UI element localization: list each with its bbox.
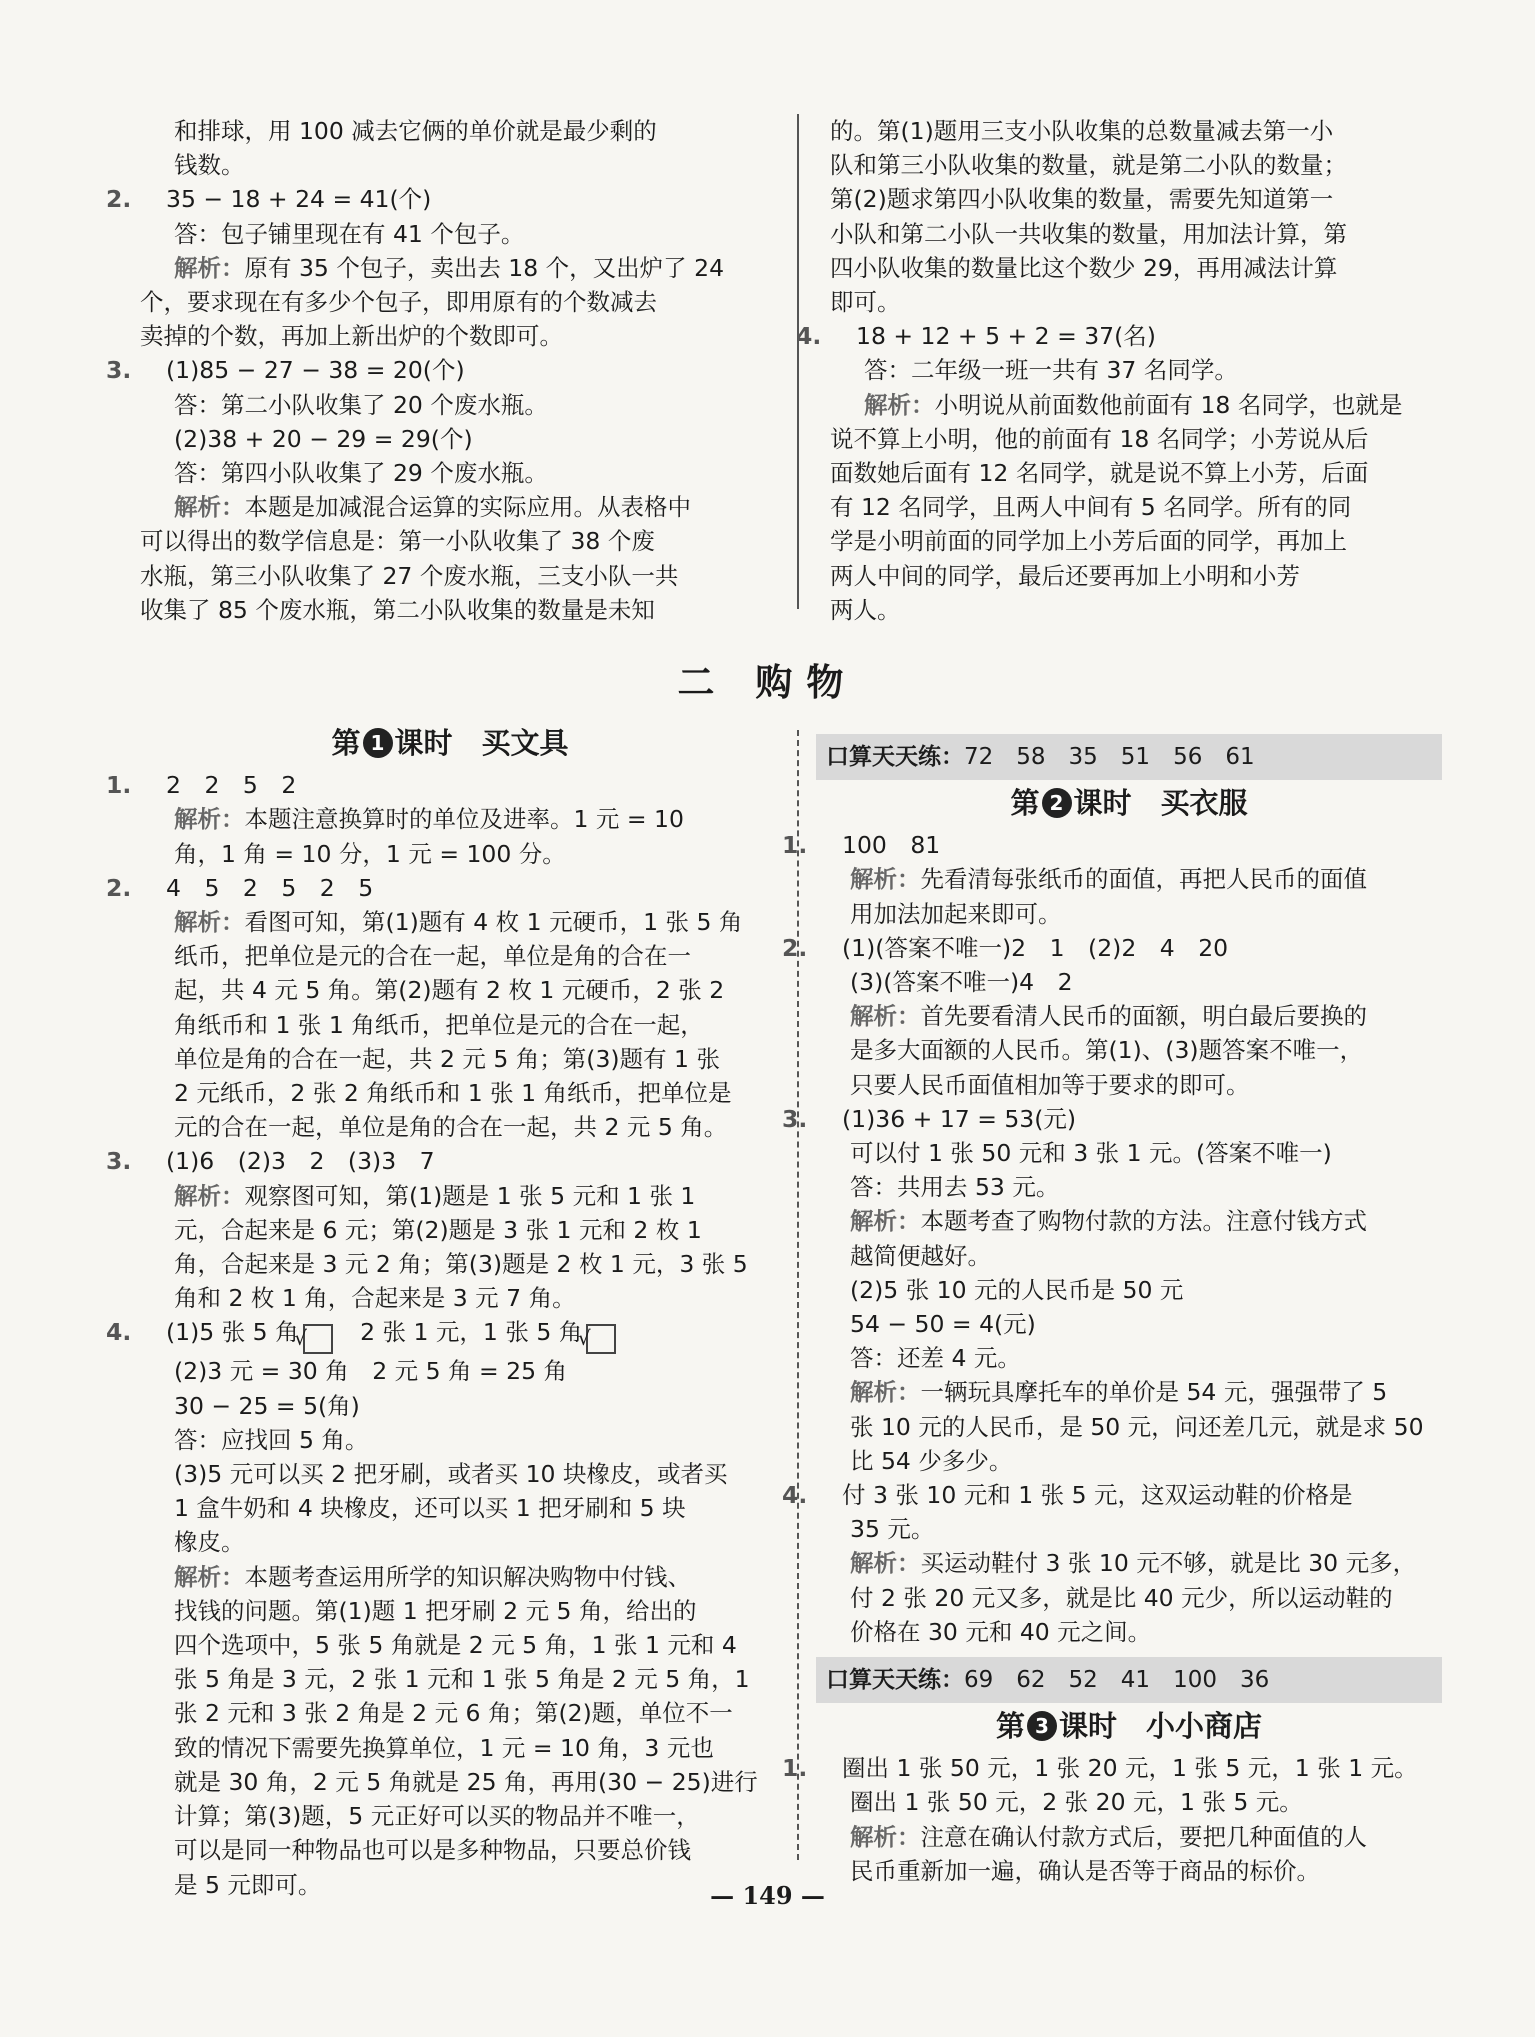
question-number: 4. bbox=[782, 1481, 808, 1510]
line-text: 圈出 1 张 50 元，2 张 20 元，1 张 5 元。 bbox=[850, 1788, 1303, 1817]
analysis-label: 解析： bbox=[864, 390, 935, 419]
text-line bbox=[830, 593, 1442, 627]
text-line bbox=[816, 1820, 1442, 1854]
question-number: 1. bbox=[782, 1754, 808, 1783]
line-text: 纸币，把单位是元的合在一起，单位是角的合在一 bbox=[174, 942, 691, 971]
question-number: 2. bbox=[782, 933, 808, 962]
text-line bbox=[140, 1525, 770, 1559]
line-text: 答：二年级一班一共有 37 名同学。 bbox=[864, 356, 1238, 385]
line-text: (2)38 + 20 − 29 = 29(个) bbox=[174, 424, 473, 453]
text-line bbox=[140, 593, 765, 627]
text-line bbox=[106, 353, 765, 387]
text-line bbox=[140, 1594, 770, 1628]
analysis-label: 解析： bbox=[174, 1562, 245, 1591]
question-number: 4. bbox=[796, 322, 822, 351]
text-line bbox=[140, 1008, 770, 1042]
analysis-label: 解析： bbox=[174, 253, 245, 282]
question-number: 3. bbox=[106, 356, 132, 385]
text-line bbox=[796, 319, 1442, 353]
question-number: 1. bbox=[782, 831, 808, 860]
text-line bbox=[830, 251, 1442, 285]
bottom-column-divider bbox=[797, 730, 799, 1860]
analysis-label: 解析： bbox=[174, 1181, 245, 1210]
line-text: 答：应找回 5 角。 bbox=[174, 1425, 369, 1454]
text-line bbox=[140, 319, 765, 353]
text-line bbox=[140, 1833, 770, 1867]
line-text: 答：包子铺里现在有 41 个包子。 bbox=[174, 219, 525, 248]
text-line bbox=[816, 1307, 1442, 1341]
text-line bbox=[816, 1615, 1442, 1649]
text-line bbox=[816, 1136, 1442, 1170]
line-text: 两人中间的同学，最后还要再加上小明和小芳 bbox=[830, 561, 1300, 590]
line-text: 四个选项中，5 张 5 角就是 2 元 5 角，1 张 1 元和 4 bbox=[174, 1631, 737, 1660]
text-line bbox=[816, 1341, 1442, 1375]
text-line bbox=[816, 1375, 1442, 1409]
line-text: 个，要求现在有多少个包子，即用原有的个数减去 bbox=[140, 288, 657, 317]
line-text: 致的情况下需要先换算单位，1 元 = 10 角，3 元也 bbox=[174, 1733, 714, 1762]
text-line bbox=[830, 182, 1442, 216]
text-line bbox=[140, 1042, 770, 1076]
text-line bbox=[140, 1560, 770, 1594]
line-text: 两人。 bbox=[830, 595, 901, 624]
unit-title: 二 购物 bbox=[677, 660, 858, 704]
text-line bbox=[830, 388, 1442, 422]
line-text: 比 54 少多少。 bbox=[850, 1446, 1013, 1475]
text-line bbox=[140, 490, 765, 524]
text-line bbox=[140, 251, 765, 285]
line-text: 可以是同一种物品也可以是多种物品，只要总价钱 bbox=[174, 1836, 691, 1865]
line-text: 30 − 25 = 5(角) bbox=[174, 1391, 360, 1420]
line-text: 付 2 张 20 元又多，就是比 40 元少，所以运动鞋的 bbox=[850, 1583, 1393, 1612]
line-text: 找钱的问题。第(1)题 1 把牙刷 2 元 5 角，给出的 bbox=[174, 1596, 697, 1625]
text-line bbox=[782, 1102, 1442, 1136]
text-line bbox=[140, 1247, 770, 1281]
text-line bbox=[830, 456, 1442, 490]
text-line bbox=[782, 1751, 1442, 1785]
line-text: 用加法加起来即可。 bbox=[850, 899, 1062, 928]
line-text: 付 3 张 10 元和 1 张 5 元，这双运动鞋的价格是 bbox=[842, 1481, 1353, 1510]
line-text: 收集了 85 个废水瓶，第二小队收集的数量是未知 bbox=[140, 595, 655, 624]
line-text: 第(2)题求第四小队收集的数量，需要先知道第一 bbox=[830, 185, 1334, 214]
line-text: (1)36 + 17 = 53(元) bbox=[842, 1104, 1077, 1133]
text-line bbox=[140, 1354, 770, 1388]
line-text: 一辆玩具摩托车的单价是 54 元，强强带了 5 bbox=[920, 1378, 1388, 1407]
text-line bbox=[816, 1170, 1442, 1204]
line-text: (2)5 张 10 元的人民币是 50 元 bbox=[850, 1275, 1184, 1304]
line-text: 2 元纸币，2 张 2 角纸币和 1 张 1 角纸币，把单位是 bbox=[174, 1079, 732, 1108]
text-line bbox=[816, 1204, 1442, 1238]
text-line bbox=[830, 353, 1442, 387]
line-text: 民币重新加一遍，确认是否等于商品的标价。 bbox=[850, 1856, 1320, 1885]
analysis-label: 解析： bbox=[174, 805, 245, 834]
text-line bbox=[816, 862, 1442, 896]
lesson-2-title: 第 2 课时 买衣服 bbox=[1010, 786, 1248, 820]
text-line bbox=[140, 524, 765, 558]
text-line bbox=[816, 1581, 1442, 1615]
text-line bbox=[816, 1033, 1442, 1067]
text-line bbox=[140, 1628, 770, 1662]
line-text: 35 元。 bbox=[850, 1515, 935, 1544]
text-line bbox=[140, 1662, 770, 1696]
text-line bbox=[140, 217, 765, 251]
line-text: 54 − 50 = 4(元) bbox=[850, 1310, 1036, 1339]
line-text: 答：第四小队收集了 29 个废水瓶。 bbox=[174, 459, 548, 488]
text-line bbox=[140, 905, 770, 939]
text-line bbox=[140, 1799, 770, 1833]
text-line bbox=[816, 1512, 1442, 1546]
analysis-label: 解析： bbox=[850, 1549, 921, 1578]
text-line bbox=[140, 1179, 770, 1213]
line-text: 本题是加减混合运算的实际应用。从表格中 bbox=[244, 493, 691, 522]
text-line bbox=[106, 871, 770, 905]
text-line bbox=[816, 1444, 1442, 1478]
line-text: 圈出 1 张 50 元，1 张 20 元，1 张 5 元，1 张 1 元。 bbox=[842, 1754, 1418, 1783]
line-text: 是 5 元即可。 bbox=[174, 1870, 322, 1899]
lesson-1-title: 第 1 课时 买文具 bbox=[331, 726, 569, 760]
line-text: 面数她后面有 12 名同学，就是说不算上小芳，后面 bbox=[830, 459, 1369, 488]
text-line bbox=[782, 828, 1442, 862]
page-number: — 149 — bbox=[710, 1881, 825, 1910]
line-text: 张 2 元和 3 张 2 角是 2 元 6 角；第(2)题，单位不一 bbox=[174, 1699, 733, 1728]
question-number: 3. bbox=[782, 1104, 808, 1133]
line-text: 小队和第二小队一共收集的数量，用加法计算，第 bbox=[830, 219, 1347, 248]
question-4-line: 4. (1)5 张 5 角√ 2 张 1 元，1 张 5 角√ bbox=[130, 1315, 770, 1354]
line-text: 计算；第(3)题，5 元正好可以买的物品并不唯一， bbox=[174, 1802, 700, 1831]
line-text: 元，合起来是 6 元；第(2)题是 3 张 1 元和 2 枚 1 bbox=[174, 1215, 702, 1244]
line-text: 18 + 12 + 5 + 2 = 37(名) bbox=[856, 322, 1156, 351]
line-text: 买运动鞋付 3 张 10 元不够，就是比 30 元多， bbox=[920, 1549, 1417, 1578]
text-line bbox=[140, 114, 765, 148]
text-line bbox=[830, 490, 1442, 524]
text-line bbox=[816, 897, 1442, 931]
text-line bbox=[830, 285, 1442, 319]
mental-math-band-1: 口算天天练：72 58 35 51 56 61 bbox=[816, 734, 1442, 780]
line-text: (1)85 − 27 − 38 = 20(个) bbox=[166, 356, 465, 385]
line-text: 单位是角的合在一起，共 2 元 5 角；第(3)题有 1 张 bbox=[174, 1044, 720, 1073]
text-line bbox=[140, 1389, 770, 1423]
check-box: √ bbox=[303, 1324, 333, 1354]
check-box: √ bbox=[586, 1324, 616, 1354]
line-text: (1)6 (2)3 2 (3)3 7 bbox=[166, 1147, 435, 1176]
line-text: 价格在 30 元和 40 元之间。 bbox=[850, 1617, 1152, 1646]
line-text: 张 5 角是 3 元，2 张 1 元和 1 张 5 角是 2 元 5 角，1 bbox=[174, 1665, 750, 1694]
line-text: 只要人民币面值相加等于要求的即可。 bbox=[850, 1070, 1250, 1099]
text-line bbox=[830, 114, 1442, 148]
line-text: 越简便越好。 bbox=[850, 1241, 991, 1270]
line-text: (3)(答案不唯一)4 2 bbox=[850, 968, 1073, 997]
top-column-divider bbox=[797, 114, 799, 609]
text-line bbox=[140, 285, 765, 319]
line-text: 队和第三小队收集的数量，就是第二小队的数量； bbox=[830, 151, 1347, 180]
analysis-label: 解析： bbox=[850, 1378, 921, 1407]
line-text: 起，共 4 元 5 角。第(2)题有 2 枚 1 元硬币，2 张 2 bbox=[174, 976, 725, 1005]
line-text: 小明说从前面数他前面有 18 名同学，也就是 bbox=[934, 390, 1403, 419]
text-line bbox=[140, 388, 765, 422]
text-line bbox=[782, 931, 1442, 965]
text-line bbox=[816, 1785, 1442, 1819]
analysis-label: 解析： bbox=[174, 493, 245, 522]
line-text: 答：还差 4 元。 bbox=[850, 1344, 1021, 1373]
line-text: 首先要看清人民币的面额，明白最后要换的 bbox=[920, 1002, 1367, 1031]
line-text: 元的合在一起，单位是角的合在一起，共 2 元 5 角。 bbox=[174, 1113, 728, 1142]
text-line bbox=[140, 1457, 770, 1491]
line-text: 100 81 bbox=[842, 831, 941, 860]
line-text: 注意在确认付款方式后，要把几种面值的人 bbox=[920, 1822, 1367, 1851]
line-text: 本题注意换算时的单位及进率。1 元 = 10 bbox=[244, 805, 684, 834]
line-text: 看图可知，第(1)题有 4 枚 1 元硬币，1 张 5 角 bbox=[244, 908, 743, 937]
left-bottom-column bbox=[106, 720, 770, 1902]
text-line bbox=[140, 837, 770, 871]
text-line bbox=[140, 148, 765, 182]
text-line bbox=[816, 1068, 1442, 1102]
line-text: 和排球，用 100 减去它俩的单价就是最少剩的 bbox=[174, 117, 657, 145]
line-text: 1 盒牛奶和 4 块橡皮，还可以买 1 把牙刷和 5 块 bbox=[174, 1494, 686, 1523]
text-line bbox=[830, 422, 1442, 456]
line-text: 先看清每张纸币的面值，再把人民币的面值 bbox=[920, 865, 1367, 894]
right-top-column bbox=[796, 114, 1442, 627]
text-line bbox=[140, 1491, 770, 1525]
line-text: 说不算上小明，他的前面有 18 名同学；小芳说从后 bbox=[830, 424, 1369, 453]
question-number: 3. bbox=[106, 1147, 132, 1176]
text-line bbox=[140, 559, 765, 593]
text-line bbox=[140, 939, 770, 973]
text-line bbox=[830, 217, 1442, 251]
line-text: 钱数。 bbox=[174, 151, 245, 180]
text-line bbox=[816, 1546, 1442, 1580]
text-line bbox=[140, 973, 770, 1007]
line-text: 本题考查了购物付款的方法。注意付钱方式 bbox=[920, 1207, 1367, 1236]
text-line bbox=[140, 1281, 770, 1315]
line-text: 观察图可知，第(1)题是 1 张 5 元和 1 张 1 bbox=[244, 1181, 696, 1210]
line-text: 可以得出的数学信息是：第一小队收集了 38 个废 bbox=[140, 527, 655, 556]
question-number: 2. bbox=[106, 873, 132, 902]
lesson-number-badge: 1 bbox=[363, 728, 393, 758]
text-line bbox=[140, 1076, 770, 1110]
line-text: 4 5 2 5 2 5 bbox=[166, 873, 374, 902]
line-text: 是多大面额的人民币。第(1)、(3)题答案不唯一， bbox=[850, 1036, 1364, 1065]
question-number: 1. bbox=[106, 771, 132, 800]
line-text: (1)(答案不唯一)2 1 (2)2 4 20 bbox=[842, 933, 1229, 962]
line-text: 即可。 bbox=[830, 288, 901, 317]
mental-math-band-2: 口算天天练：69 62 52 41 100 36 bbox=[816, 1657, 1442, 1703]
text-line bbox=[140, 456, 765, 490]
text-line bbox=[140, 422, 765, 456]
text-line bbox=[140, 1423, 770, 1457]
line-text: 角和 2 枚 1 角，合起来是 3 元 7 角。 bbox=[174, 1284, 576, 1313]
line-text: 四小队收集的数量比这个数少 29，再用减法计算 bbox=[830, 253, 1338, 282]
line-text: 水瓶，第三小队收集了 27 个废水瓶，三支小队一共 bbox=[140, 561, 679, 590]
text-line bbox=[816, 1273, 1442, 1307]
left-top-column bbox=[106, 114, 765, 627]
lesson-number-badge: 2 bbox=[1042, 788, 1072, 818]
text-line bbox=[816, 999, 1442, 1033]
line-text: 有 12 名同学，且两人中间有 5 名同学。所有的同 bbox=[830, 493, 1352, 522]
line-text: (2)3 元 = 30 角 2 元 5 角 = 25 角 bbox=[174, 1357, 568, 1386]
line-text: 角纸币和 1 张 1 角纸币，把单位是元的合在一起， bbox=[174, 1010, 704, 1039]
text-line bbox=[830, 524, 1442, 558]
analysis-label: 解析： bbox=[850, 1207, 921, 1236]
text-line bbox=[140, 1731, 770, 1765]
text-line bbox=[106, 182, 765, 216]
line-text: 张 10 元的人民币，是 50 元，问还差几元，就是求 50 bbox=[850, 1412, 1424, 1441]
text-line bbox=[830, 559, 1442, 593]
text-line bbox=[106, 1144, 770, 1178]
line-text: (3)5 元可以买 2 把牙刷，或者买 10 块橡皮，或者买 bbox=[174, 1460, 728, 1489]
line-text: 可以付 1 张 50 元和 3 张 1 元。(答案不唯一) bbox=[850, 1139, 1332, 1168]
line-text: 学是小明前面的同学加上小芳后面的同学，再加上 bbox=[830, 527, 1347, 556]
analysis-label: 解析： bbox=[850, 1002, 921, 1031]
text-line bbox=[816, 1239, 1442, 1273]
question-number: 2. bbox=[106, 185, 132, 214]
right-bottom-column bbox=[782, 734, 1442, 1888]
text-line bbox=[140, 1110, 770, 1144]
line-text: 角，合起来是 3 元 2 角；第(3)题是 2 枚 1 元，3 张 5 bbox=[174, 1250, 748, 1279]
text-line bbox=[106, 768, 770, 802]
text-line bbox=[140, 802, 770, 836]
line-text: 答：共用去 53 元。 bbox=[850, 1173, 1060, 1202]
lesson-number-badge: 3 bbox=[1027, 1711, 1057, 1741]
text-line bbox=[782, 1478, 1442, 1512]
text-line bbox=[140, 1765, 770, 1799]
line-text: 就是 30 角，2 元 5 角就是 25 角，再用(30 − 25)进行 bbox=[174, 1767, 758, 1796]
line-text: 原有 35 个包子，卖出去 18 个，又出炉了 24 bbox=[244, 253, 725, 282]
line-text: 的。第(1)题用三支小队收集的总数量减去第一小 bbox=[830, 117, 1334, 145]
line-text: 答：第二小队收集了 20 个废水瓶。 bbox=[174, 390, 548, 419]
text-line bbox=[816, 965, 1442, 999]
text-line bbox=[140, 1696, 770, 1730]
lesson-3-title: 第 3 课时 小小商店 bbox=[995, 1709, 1263, 1744]
line-text: 卖掉的个数，再加上新出炉的个数即可。 bbox=[140, 322, 563, 351]
line-text: 2 2 5 2 bbox=[166, 771, 297, 800]
line-text: 35 − 18 + 24 = 41(个) bbox=[166, 185, 432, 214]
line-text: 本题考查运用所学的知识解决购物中付钱、 bbox=[244, 1562, 691, 1591]
line-text: 角，1 角 = 10 分，1 元 = 100 分。 bbox=[174, 839, 566, 868]
text-line bbox=[816, 1410, 1442, 1444]
line-text: 橡皮。 bbox=[174, 1528, 245, 1557]
analysis-label: 解析： bbox=[174, 908, 245, 937]
text-line bbox=[830, 148, 1442, 182]
analysis-label: 解析： bbox=[850, 1822, 921, 1851]
text-line bbox=[140, 1213, 770, 1247]
analysis-label: 解析： bbox=[850, 865, 921, 894]
